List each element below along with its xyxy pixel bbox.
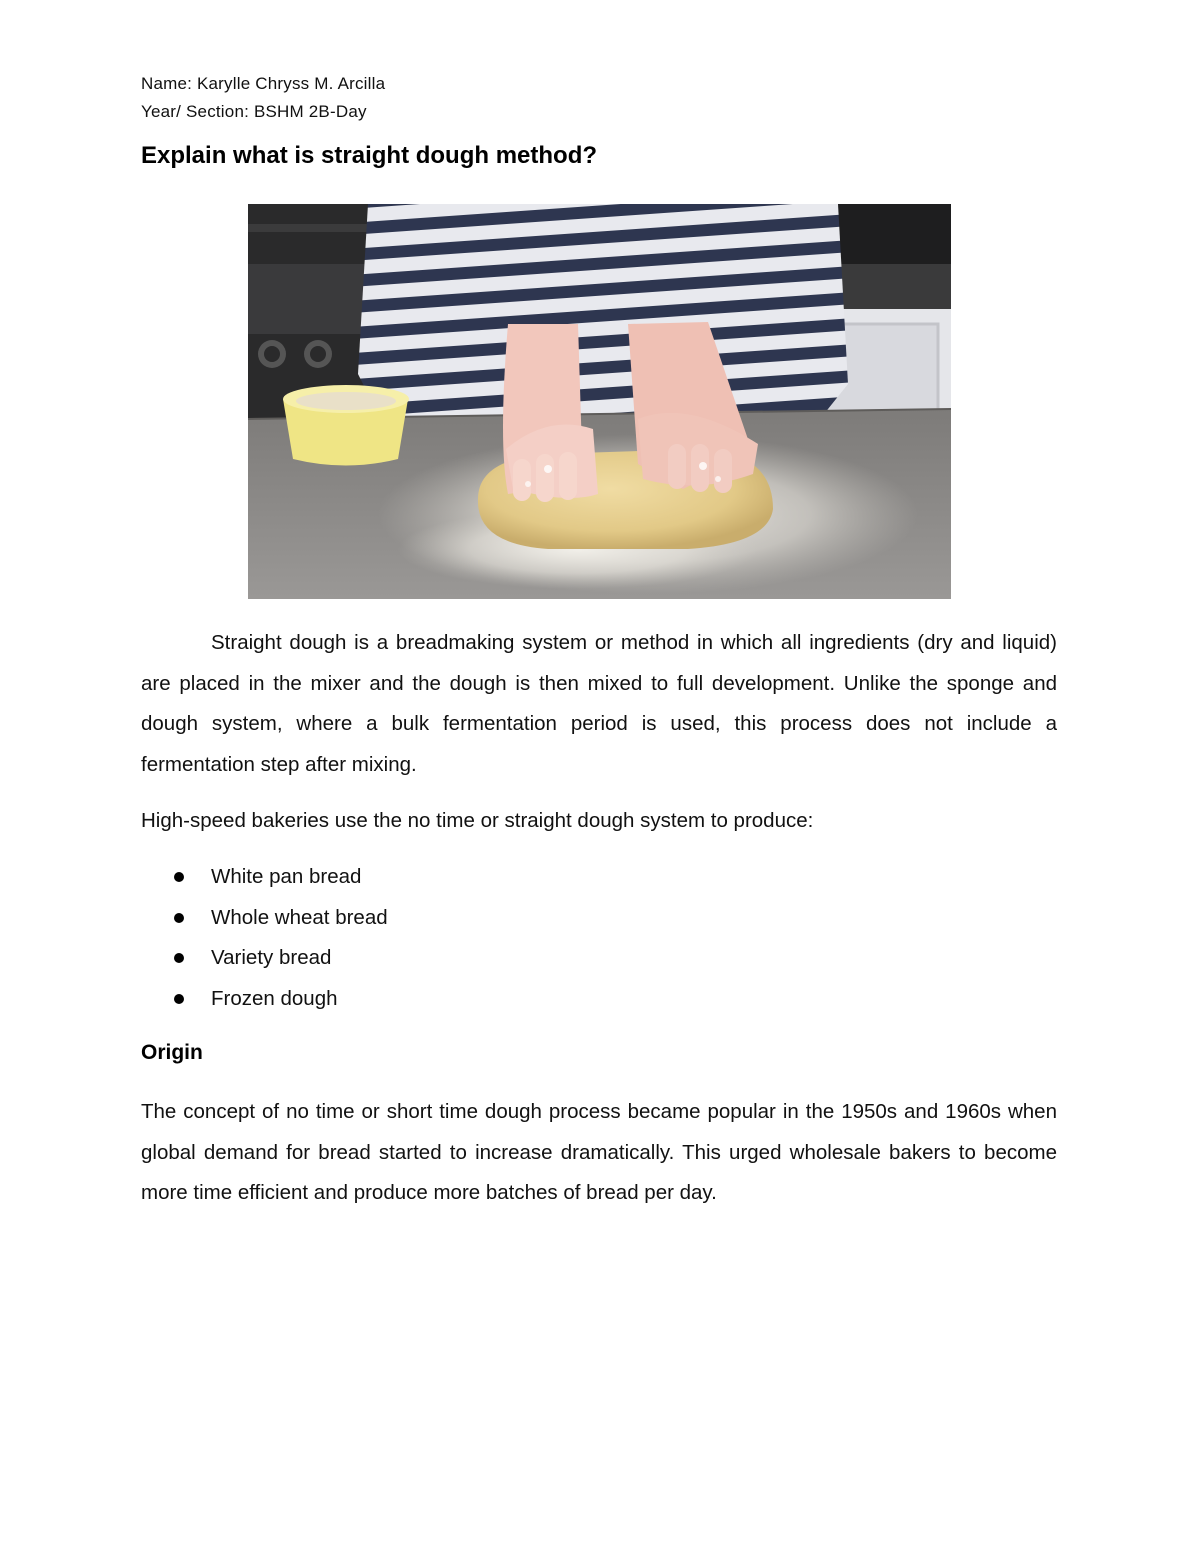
list-item bbox=[141, 938, 741, 979]
list-item bbox=[141, 979, 741, 1020]
list-item-label: Frozen dough bbox=[211, 986, 338, 1010]
origin-paragraph: The concept of no time or short time dough process became popular in the 1950s and 1960s when global demand for bread started to increase dramatically. This urged wholesale bakers to become more time efficient and produce more batches of bread per day. bbox=[141, 1100, 1057, 1204]
origin-heading: Origin bbox=[141, 1041, 203, 1064]
definition-paragraph: Straight dough is a breadmaking system or method in which all ingredients (dry and liquid) are placed in the mixer and the dough is then mixed to full development. Unlike the sponge and dough system, where a bulk fermentation period is used, this process does not include a fermentation step after mixing. bbox=[141, 631, 1057, 776]
list-item-label: White pan bread bbox=[211, 865, 362, 888]
kneading-dough-photo bbox=[248, 204, 951, 599]
bullet-icon bbox=[174, 953, 184, 963]
list-item-label: Variety bread bbox=[211, 946, 332, 969]
bullet-icon bbox=[174, 872, 184, 882]
list-item bbox=[141, 857, 741, 898]
year-section: Year/ Section: BSHM 2B-Day bbox=[141, 102, 367, 121]
uses-list bbox=[141, 857, 741, 1019]
bullet-icon bbox=[174, 994, 184, 1004]
list-item-label: Whole wheat bread bbox=[211, 905, 388, 929]
bullet-icon bbox=[174, 913, 184, 923]
question-heading: Explain what is straight dough method? bbox=[141, 142, 598, 169]
student-name: Name: Karylle Chryss M. Arcilla bbox=[141, 74, 386, 93]
list-item bbox=[141, 898, 741, 939]
uses-intro: High-speed bakeries use the no time or straight dough system to produce: bbox=[141, 809, 814, 832]
